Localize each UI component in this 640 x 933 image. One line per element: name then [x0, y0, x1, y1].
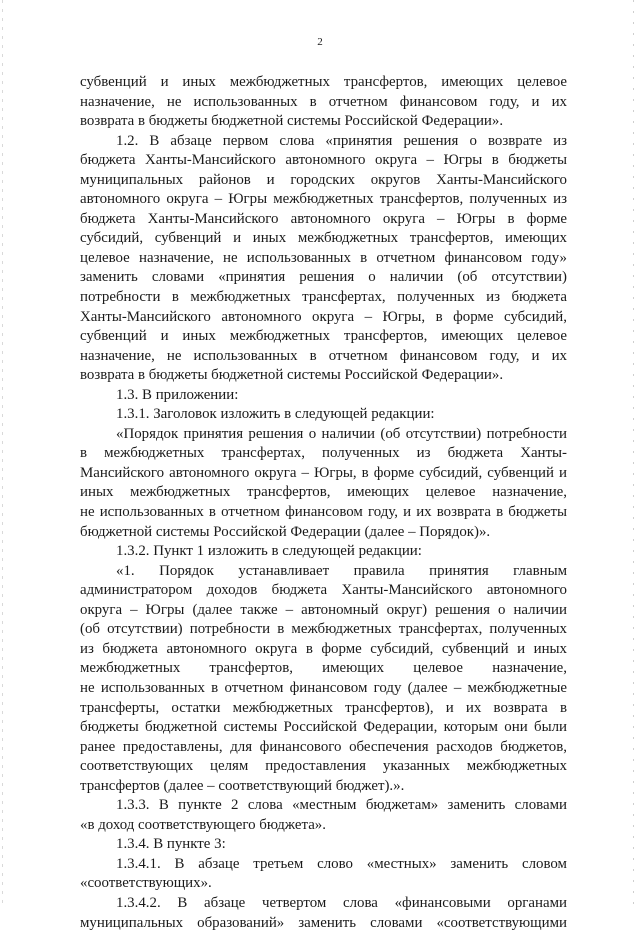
text-line: бюджета Ханты-Мансийского автономного округа – Югры в форме	[80, 210, 567, 227]
text-line: трансферты, остатки межбюджетных трансфертов), и их возврата в	[80, 699, 567, 716]
text-line: «в доход соответствующего бюджета».	[80, 816, 326, 833]
paragraph-point-1-quote	[80, 562, 567, 797]
paragraph-1-3-3	[80, 796, 567, 835]
text-line: (об отсутствии) потребности в межбюджетных трансфертах, полученных	[80, 621, 567, 638]
text-line: «соответствующих».	[80, 875, 212, 892]
text-line: возврата в бюджеты бюджетной системы Российской Федерации».	[80, 113, 504, 130]
text-line: 1.3.3. В пункте 2 слова «местным бюджетам» заменить словами	[116, 797, 567, 814]
text-line: целевое назначение, не использованных в отчетном финансовом году»	[80, 249, 567, 266]
text-line: округа – Югры (далее также – автономный округ) решения о наличии	[80, 601, 567, 618]
text-line: 1.3.4.1. В абзаце третьем слово «местных» заменить словом	[116, 855, 567, 872]
text-line: бюджета Ханты-Мансийского автономного округа – Югры в бюджеты	[80, 152, 567, 169]
text-line: ранее предоставлены, для финансового обеспечения расходов бюджетов,	[80, 738, 567, 755]
text-line: муниципальных районов и городских округов Ханты-Мансийского	[80, 171, 567, 188]
text-line: 1.3. В приложении:	[116, 386, 239, 403]
text-line: не использованных в отчетном финансовом году (далее – межбюджетные	[80, 679, 567, 696]
paragraph-1-3-4-1	[80, 855, 567, 894]
paragraph-1-3	[80, 386, 567, 406]
text-line: 1.3.2. Пункт 1 изложить в следующей редакции:	[116, 543, 422, 560]
text-line: Ханты-Мансийского автономного округа – Югры, в форме субсидий,	[80, 308, 567, 325]
text-line: 1.2. В абзаце первом слова «принятия решения о возврате из	[116, 132, 567, 149]
text-line: трансфертов (далее – соответствующий бюджет).».	[80, 777, 405, 794]
text-line: не использованных в отчетном финансовом году, и их возврата в бюджеты	[80, 504, 567, 521]
text-line: возврата в бюджеты бюджетной системы Российской Федерации».	[80, 367, 504, 384]
paragraph	[80, 73, 567, 132]
text-line: бюджетной системы Российской Федерации (далее – Порядок)».	[80, 523, 491, 540]
text-line: межбюджетных трансфертов, имеющих целевое назначение,	[80, 660, 567, 677]
text-line: муниципальных образований» заменить словами «соответствующими	[80, 914, 567, 931]
text-line: Мансийского автономного округа – Югры, в форме субсидий, субвенций и	[80, 464, 567, 481]
text-line: иных межбюджетных трансфертов, имеющих целевое назначение,	[80, 484, 567, 501]
text-line: субвенций и иных межбюджетных трансфертов, имеющих целевое	[80, 74, 567, 90]
text-line: назначение, не использованных в отчетном финансовом году, и их	[80, 93, 567, 110]
paragraph-1-3-4	[80, 835, 567, 855]
paragraph-title-quote	[80, 425, 567, 542]
text-line: 1.3.1. Заголовок изложить в следующей редакции:	[116, 406, 435, 423]
text-line: бюджеты бюджетной системы Российской Федерации, которым они были	[80, 719, 567, 736]
paragraph-1-3-1	[80, 405, 567, 425]
scan-edge	[633, 0, 634, 905]
text-line: «Порядок принятия решения о наличии (об отсутствии) потребности	[116, 425, 567, 442]
text-line: администратором доходов бюджета Ханты-Мансийского автономного	[80, 582, 567, 599]
paragraph-1-3-2	[80, 542, 567, 562]
document-body	[80, 73, 567, 933]
text-line: 1.3.4.2. В абзаце четвертом слова «финансовыми органами	[116, 894, 567, 911]
scan-edge	[2, 0, 3, 905]
text-line: назначение, не использованных в отчетном финансовом году, и их	[80, 347, 567, 364]
text-line: субсидий, субвенций и иных межбюджетных трансфертов, имеющих	[80, 230, 567, 247]
paragraph-1-2	[80, 132, 567, 386]
text-line: из бюджета автономного округа в форме субсидий, субвенций и иных	[80, 640, 567, 657]
text-line: заменить словами «принятия решения о наличии (об отсутствии)	[80, 269, 567, 286]
text-line: автономного округа – Югры межбюджетных трансфертов, полученных из	[80, 191, 567, 208]
text-line: «1. Порядок устанавливает правила принятия главным	[116, 562, 567, 579]
text-line: 1.3.4. В пункте 3:	[116, 836, 226, 853]
text-line: субвенций и иных межбюджетных трансфертов, имеющих целевое	[80, 328, 567, 345]
text-line: в межбюджетных трансфертах, полученных из бюджета Ханты-	[80, 445, 567, 462]
text-line: соответствующих целям предоставления указанных межбюджетных	[80, 758, 567, 775]
paragraph-1-3-4-2	[80, 894, 567, 933]
text-line: потребности в межбюджетных трансфертах, полученных из бюджета	[80, 289, 567, 306]
page-number: 2	[317, 36, 323, 48]
